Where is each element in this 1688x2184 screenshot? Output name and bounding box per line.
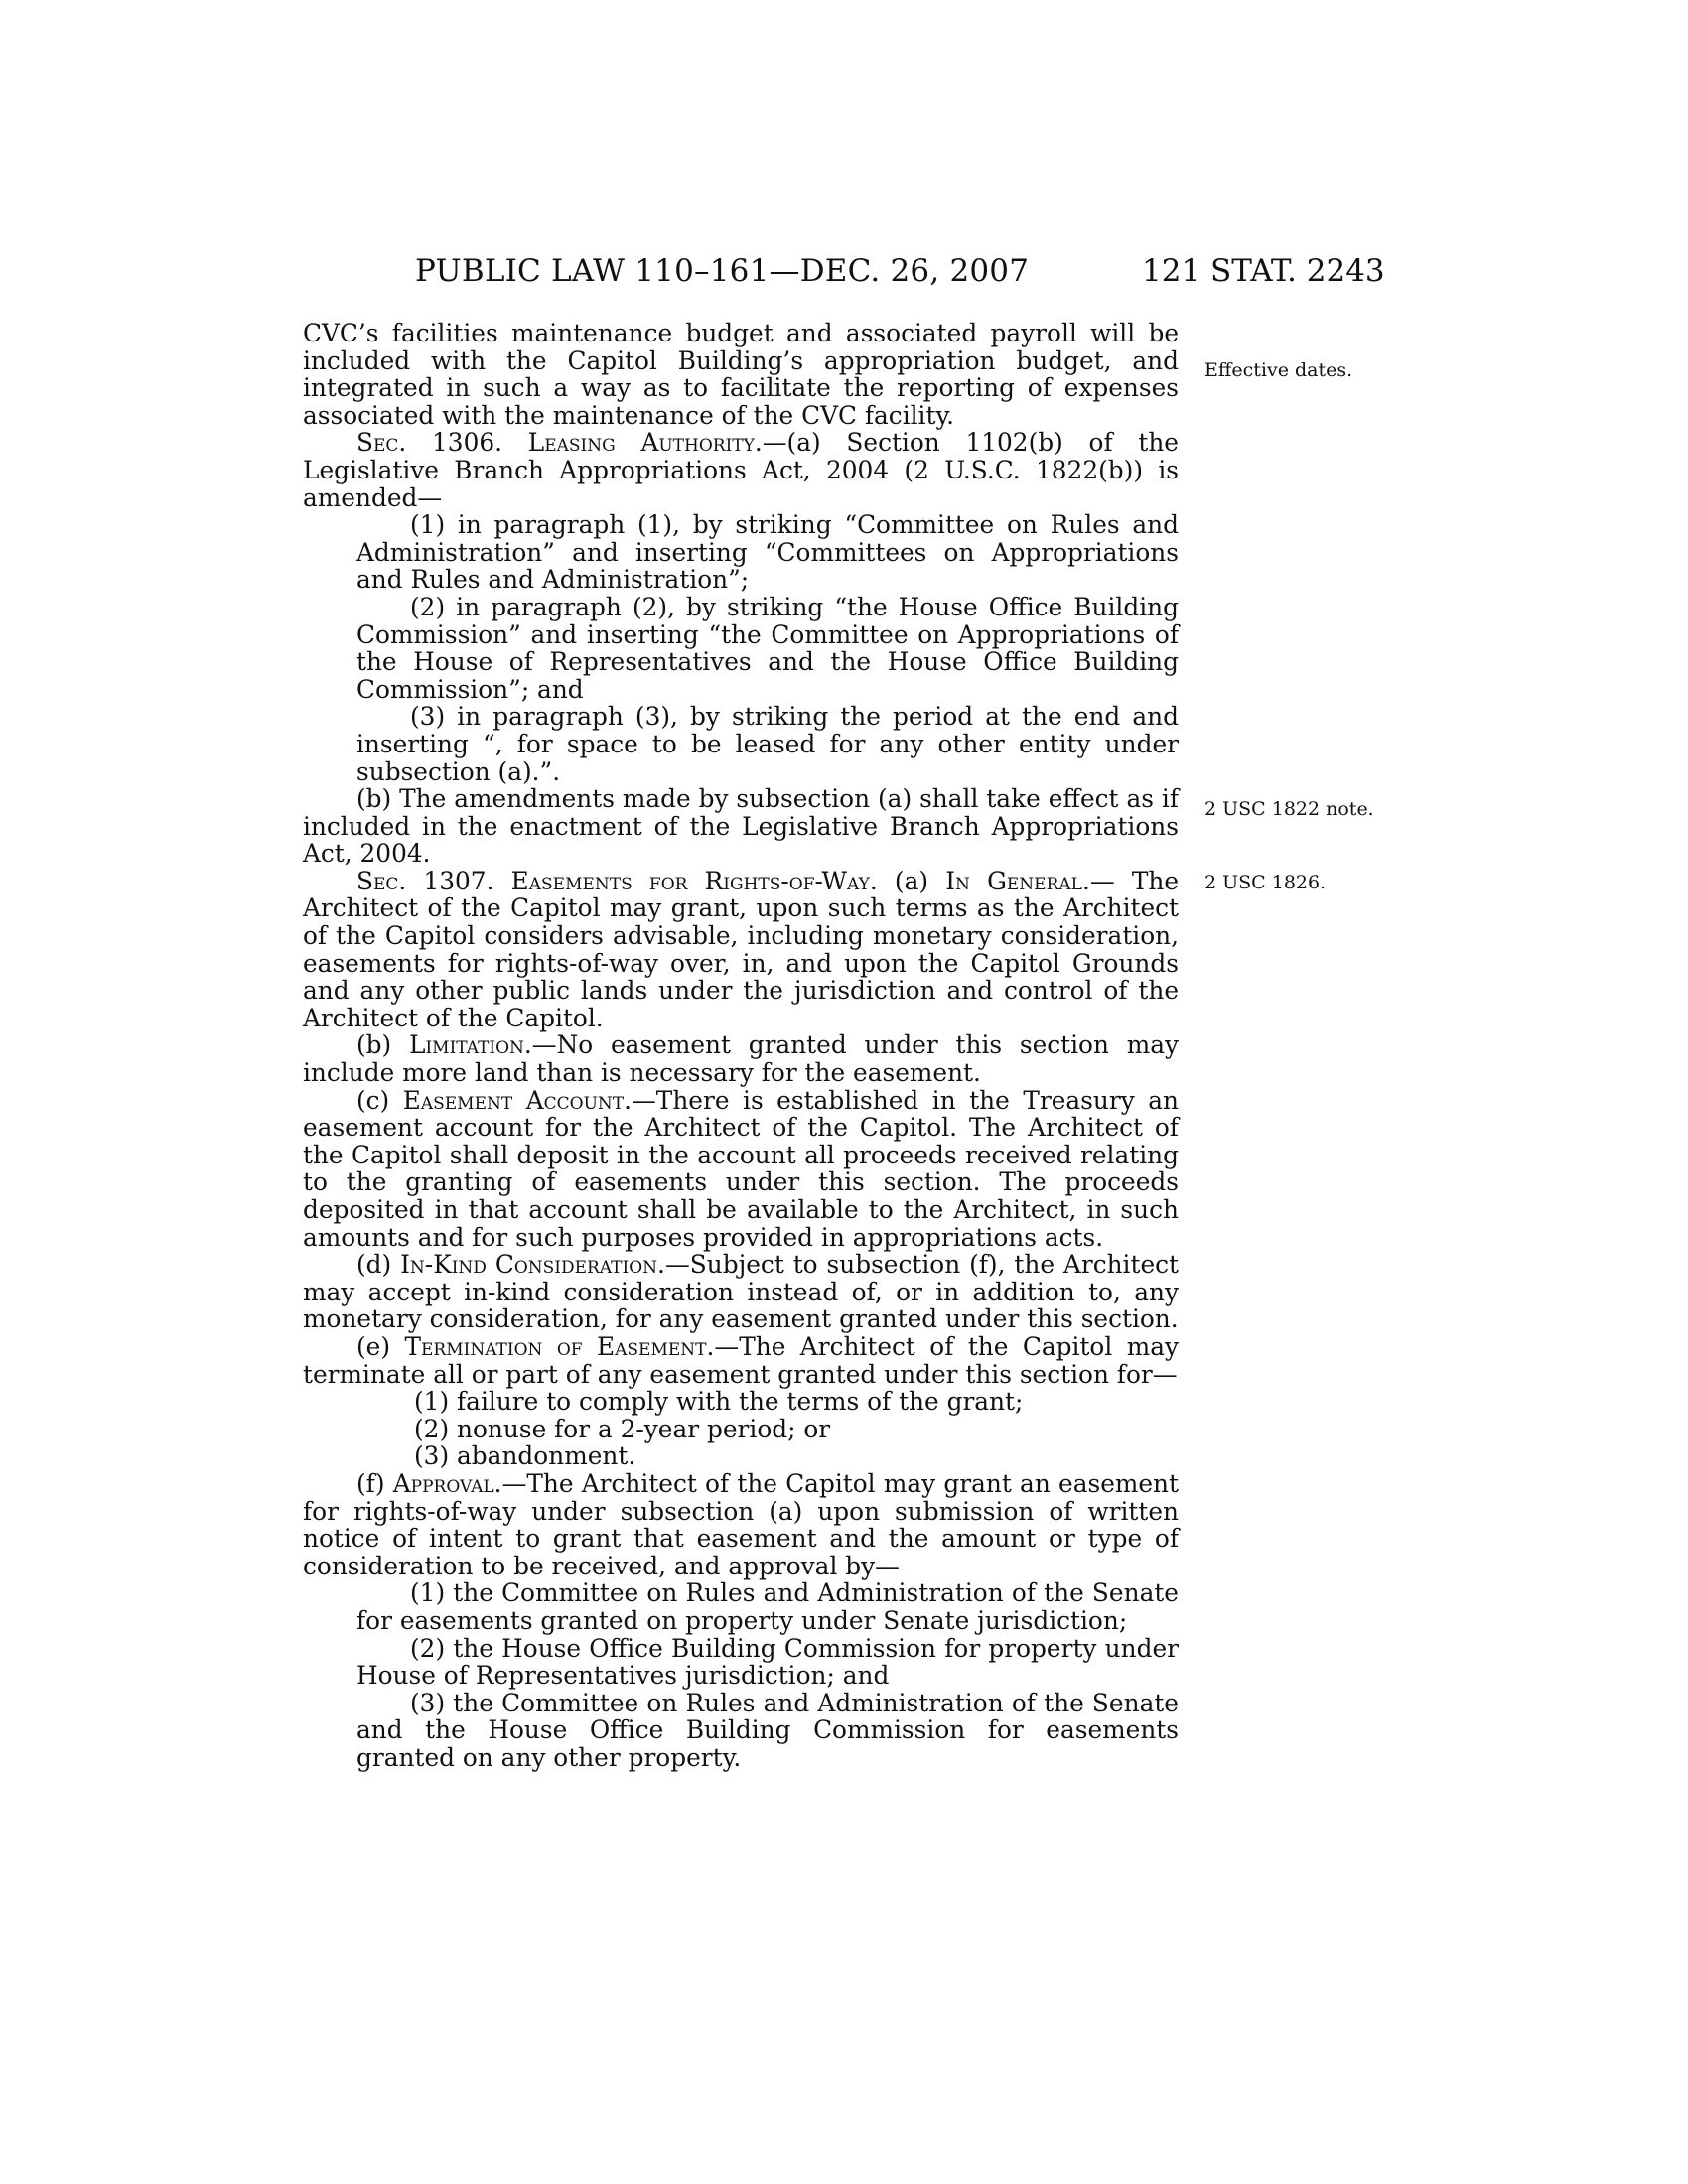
margin-note-effective-dates: Effective dates.: [1204, 359, 1353, 381]
subsection-label: (b): [356, 1030, 409, 1060]
section-1307-f: [303, 1470, 1179, 1579]
subsection-label: (f): [356, 1468, 393, 1498]
subsection-label: (d): [356, 1250, 401, 1280]
section-1307-c: [303, 1087, 1179, 1252]
subsection-heading: Limitation.: [408, 1030, 532, 1060]
termination-item: (2) nonuse for a 2-year period; or: [414, 1414, 831, 1443]
body-text: [303, 320, 1179, 1771]
subsection-text: —The Architect of the Capitol may grant an easement for rights-of-way under subsection (a) upon submission of written notice of intent to grant that easement and the amount or type of consideration to be received, and approval by—: [303, 1468, 1179, 1580]
section-1307-e: [303, 1333, 1179, 1388]
section-1306-b: (b) The amendments made by subsection (a) shall take effect as if included in the enactment of the Legislative Branch Appropriations Act, 2004.: [303, 784, 1179, 869]
approval-item: (1) the Committee on Rules and Administration of the Senate for easements granted on property under Senate jurisdiction;: [356, 1578, 1179, 1635]
subsection-heading: In-Kind Consideration.: [400, 1250, 665, 1280]
termination-item: (3) abandonment.: [414, 1441, 636, 1471]
section-heading: Easements for Rights-of-Way.: [510, 866, 878, 895]
approval-item: (2) the House Office Building Commission for property under House of Representatives jurisdiction; and: [356, 1633, 1179, 1691]
subsection-label: (c): [356, 1085, 403, 1115]
margin-note-usc-1826: 2 USC 1826.: [1204, 872, 1327, 893]
subsection-label: (e): [356, 1331, 405, 1361]
subsection-heading: In General.: [945, 866, 1090, 895]
section-1306-item: (1) in paragraph (1), by striking “Committee on Rules and Administration” and inserting “Committees on Appropriations and Rules and Administration”;: [356, 510, 1179, 595]
stat-citation: 121 STAT. 2243: [1142, 253, 1385, 289]
subsection-label: (a): [894, 866, 946, 895]
termination-item: (1) failure to comply with the terms of the grant;: [414, 1387, 1024, 1417]
section-heading: Leasing Authority.: [527, 428, 763, 458]
approval-item: (3) the Committee on Rules and Administration of the Senate and the House Office Building Commission for easements granted on any other property.: [356, 1688, 1179, 1772]
section-label: Sec. 1306.: [356, 428, 503, 458]
section-1307-d: [303, 1251, 1179, 1333]
subsection-text: —There is established in the Treasury an easement account for the Architect of the Capitol. The Architect of the Capitol shall deposit in the account all proceeds received relating to the granting of easements under this section. The proceeds deposited in that account shall be available to the Architect, in such amounts and for such purposes provided in appropriations acts.: [303, 1085, 1179, 1252]
subsection-heading: Easement Account.: [402, 1085, 632, 1115]
subsection-heading: Termination of Easement.: [404, 1331, 715, 1361]
subsection-text: —Subject to subsection (f), the Architect may accept in-kind consideration instead of, or in addition to, any monetary consideration, for any easement granted under this section.: [303, 1250, 1179, 1334]
section-1307-b: [303, 1031, 1179, 1086]
subsection-text: —The Architect of the Capitol may terminate all or part of any easement granted under this section for—: [303, 1331, 1180, 1389]
section-text: —(a) Section 1102(b) of the Legislative Branch Appropriations Act, 2004 (2 U.S.C. 1822(b)) is amended—: [303, 428, 1179, 512]
subsection-heading: Approval.: [392, 1468, 502, 1498]
running-title: PUBLIC LAW 110–161—DEC. 26, 2007: [415, 253, 1030, 289]
section-1307-a: [303, 868, 1179, 1032]
section-1306-item: (3) in paragraph (3), by striking the period at the end and inserting “, for space to be leased for any other entity under subsection (a).”.: [356, 702, 1179, 786]
paragraph-cvc-budget: CVC’s facilities maintenance budget and associated payroll will be included with the Capitol Building’s appropriation budget, and integrated in such a way as to facilitate the reporting of expenses associated with the maintenance of the CVC facility.: [303, 319, 1179, 430]
subsection-text: —No easement granted under this section may include more land than is necessary for the easement.: [303, 1030, 1180, 1088]
subsection-text: — The Architect of the Capitol may grant, upon such terms as the Architect of the Capitol considers advisable, including monetary consideration, easements for rights-of-way over, in, and upon the Capitol Grounds and any other public lands under the jurisdiction and control of the Architect of the Capitol.: [303, 866, 1180, 1032]
section-1306-item: (2) in paragraph (2), by striking “the House Office Building Commission” and inserting “the Committee on Appropriations of the House of Representatives and the House Office Building Commission”; and: [356, 592, 1179, 704]
section-label: Sec. 1307.: [356, 866, 494, 895]
margin-note-usc-1822: 2 USC 1822 note.: [1204, 798, 1374, 820]
section-1306-intro: [303, 429, 1179, 511]
